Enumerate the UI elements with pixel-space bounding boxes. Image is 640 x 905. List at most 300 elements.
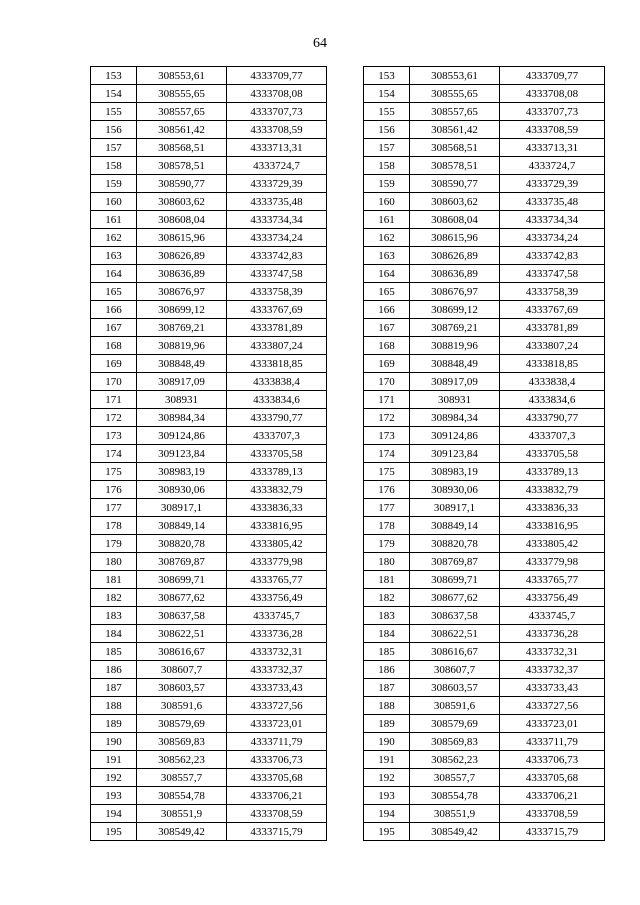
x-coordinate-cell: 308579,69 bbox=[410, 715, 500, 733]
point-number-cell: 158 bbox=[91, 157, 137, 175]
y-coordinate-cell: 4333723,01 bbox=[500, 715, 605, 733]
y-coordinate-cell: 4333707,3 bbox=[227, 427, 327, 445]
point-number-cell: 166 bbox=[91, 301, 137, 319]
point-number-cell: 187 bbox=[91, 679, 137, 697]
point-number-cell: 153 bbox=[364, 67, 410, 85]
point-number-cell: 161 bbox=[91, 211, 137, 229]
table-row bbox=[364, 301, 605, 319]
y-coordinate-cell: 4333727,56 bbox=[227, 697, 327, 715]
x-coordinate-cell: 308699,12 bbox=[137, 301, 227, 319]
table-row bbox=[91, 139, 327, 157]
table-row bbox=[91, 607, 327, 625]
point-number-cell: 167 bbox=[364, 319, 410, 337]
y-coordinate-cell: 4333708,08 bbox=[500, 85, 605, 103]
x-coordinate-cell: 308568,51 bbox=[137, 139, 227, 157]
point-number-cell: 153 bbox=[91, 67, 137, 85]
x-coordinate-cell: 308569,83 bbox=[410, 733, 500, 751]
y-coordinate-cell: 4333742,83 bbox=[500, 247, 605, 265]
table-row bbox=[91, 535, 327, 553]
point-number-cell: 192 bbox=[364, 769, 410, 787]
table-row bbox=[91, 247, 327, 265]
x-coordinate-cell: 308699,71 bbox=[137, 571, 227, 589]
point-number-cell: 154 bbox=[364, 85, 410, 103]
y-coordinate-cell: 4333708,59 bbox=[227, 805, 327, 823]
y-coordinate-cell: 4333765,77 bbox=[500, 571, 605, 589]
y-coordinate-cell: 4333706,21 bbox=[227, 787, 327, 805]
x-coordinate-cell: 308699,71 bbox=[410, 571, 500, 589]
table-row bbox=[364, 67, 605, 85]
table-row bbox=[91, 751, 327, 769]
y-coordinate-cell: 4333836,33 bbox=[227, 499, 327, 517]
x-coordinate-cell: 308849,14 bbox=[410, 517, 500, 535]
y-coordinate-cell: 4333765,77 bbox=[227, 571, 327, 589]
point-number-cell: 164 bbox=[364, 265, 410, 283]
x-coordinate-cell: 308930,06 bbox=[137, 481, 227, 499]
point-number-cell: 163 bbox=[364, 247, 410, 265]
y-coordinate-cell: 4333706,73 bbox=[227, 751, 327, 769]
x-coordinate-cell: 308819,96 bbox=[137, 337, 227, 355]
x-coordinate-cell: 308591,6 bbox=[410, 697, 500, 715]
y-coordinate-cell: 4333734,34 bbox=[227, 211, 327, 229]
x-coordinate-cell: 308562,23 bbox=[410, 751, 500, 769]
y-coordinate-cell: 4333724,7 bbox=[500, 157, 605, 175]
table-row bbox=[91, 787, 327, 805]
x-coordinate-cell: 308616,67 bbox=[137, 643, 227, 661]
x-coordinate-cell: 308551,9 bbox=[410, 805, 500, 823]
x-coordinate-cell: 308554,78 bbox=[137, 787, 227, 805]
x-coordinate-cell: 308555,65 bbox=[410, 85, 500, 103]
x-coordinate-cell: 308917,1 bbox=[137, 499, 227, 517]
x-coordinate-cell: 308677,62 bbox=[410, 589, 500, 607]
x-coordinate-cell: 308551,9 bbox=[137, 805, 227, 823]
point-number-cell: 189 bbox=[91, 715, 137, 733]
table-row bbox=[91, 715, 327, 733]
point-number-cell: 168 bbox=[364, 337, 410, 355]
y-coordinate-cell: 4333711,79 bbox=[500, 733, 605, 751]
y-coordinate-cell: 4333708,59 bbox=[500, 805, 605, 823]
table-row bbox=[91, 517, 327, 535]
table-row bbox=[364, 661, 605, 679]
table-row bbox=[364, 283, 605, 301]
x-coordinate-cell: 308603,62 bbox=[137, 193, 227, 211]
table-row bbox=[364, 103, 605, 121]
x-coordinate-cell: 308591,6 bbox=[137, 697, 227, 715]
x-coordinate-cell: 308636,89 bbox=[137, 265, 227, 283]
table-row bbox=[364, 427, 605, 445]
y-coordinate-cell: 4333708,59 bbox=[227, 121, 327, 139]
point-number-cell: 193 bbox=[91, 787, 137, 805]
y-coordinate-cell: 4333747,58 bbox=[227, 265, 327, 283]
point-number-cell: 178 bbox=[364, 517, 410, 535]
x-coordinate-cell: 308555,65 bbox=[137, 85, 227, 103]
x-coordinate-cell: 308616,67 bbox=[410, 643, 500, 661]
y-coordinate-cell: 4333756,49 bbox=[500, 589, 605, 607]
point-number-cell: 184 bbox=[91, 625, 137, 643]
y-coordinate-cell: 4333732,37 bbox=[227, 661, 327, 679]
point-number-cell: 187 bbox=[364, 679, 410, 697]
y-coordinate-cell: 4333838,4 bbox=[500, 373, 605, 391]
table-row bbox=[91, 625, 327, 643]
table-row bbox=[364, 463, 605, 481]
y-coordinate-cell: 4333723,01 bbox=[227, 715, 327, 733]
y-coordinate-cell: 4333742,83 bbox=[227, 247, 327, 265]
x-coordinate-cell: 308561,42 bbox=[410, 121, 500, 139]
x-coordinate-cell: 308637,58 bbox=[410, 607, 500, 625]
x-coordinate-cell: 308603,57 bbox=[137, 679, 227, 697]
point-number-cell: 191 bbox=[91, 751, 137, 769]
point-number-cell: 165 bbox=[91, 283, 137, 301]
table-row bbox=[91, 589, 327, 607]
table-row bbox=[91, 499, 327, 517]
table-row bbox=[364, 265, 605, 283]
point-number-cell: 172 bbox=[364, 409, 410, 427]
y-coordinate-cell: 4333756,49 bbox=[227, 589, 327, 607]
y-coordinate-cell: 4333758,39 bbox=[227, 283, 327, 301]
table-row bbox=[364, 229, 605, 247]
x-coordinate-cell: 308769,21 bbox=[410, 319, 500, 337]
point-number-cell: 173 bbox=[364, 427, 410, 445]
x-coordinate-cell: 308557,65 bbox=[410, 103, 500, 121]
point-number-cell: 171 bbox=[91, 391, 137, 409]
table-row bbox=[91, 283, 327, 301]
point-number-cell: 177 bbox=[364, 499, 410, 517]
x-coordinate-cell: 308984,34 bbox=[410, 409, 500, 427]
y-coordinate-cell: 4333727,56 bbox=[500, 697, 605, 715]
y-coordinate-cell: 4333729,39 bbox=[227, 175, 327, 193]
x-coordinate-cell: 308699,12 bbox=[410, 301, 500, 319]
point-number-cell: 167 bbox=[91, 319, 137, 337]
y-coordinate-cell: 4333805,42 bbox=[227, 535, 327, 553]
point-number-cell: 164 bbox=[91, 265, 137, 283]
x-coordinate-cell: 308984,34 bbox=[137, 409, 227, 427]
y-coordinate-cell: 4333818,85 bbox=[500, 355, 605, 373]
point-number-cell: 162 bbox=[91, 229, 137, 247]
x-coordinate-cell: 308848,49 bbox=[137, 355, 227, 373]
point-number-cell: 178 bbox=[91, 517, 137, 535]
y-coordinate-cell: 4333818,85 bbox=[227, 355, 327, 373]
table-row bbox=[91, 643, 327, 661]
x-coordinate-cell: 308848,49 bbox=[410, 355, 500, 373]
x-coordinate-cell: 308917,09 bbox=[410, 373, 500, 391]
point-number-cell: 176 bbox=[364, 481, 410, 499]
y-coordinate-cell: 4333711,79 bbox=[227, 733, 327, 751]
point-number-cell: 173 bbox=[91, 427, 137, 445]
table-row bbox=[91, 85, 327, 103]
y-coordinate-cell: 4333779,98 bbox=[227, 553, 327, 571]
x-coordinate-cell: 309124,86 bbox=[410, 427, 500, 445]
table-row bbox=[91, 571, 327, 589]
point-number-cell: 165 bbox=[364, 283, 410, 301]
y-coordinate-cell: 4333733,43 bbox=[500, 679, 605, 697]
y-coordinate-cell: 4333705,58 bbox=[227, 445, 327, 463]
y-coordinate-cell: 4333834,6 bbox=[227, 391, 327, 409]
point-number-cell: 155 bbox=[91, 103, 137, 121]
table-row bbox=[91, 733, 327, 751]
table-row bbox=[364, 373, 605, 391]
table-row bbox=[91, 265, 327, 283]
point-number-cell: 179 bbox=[364, 535, 410, 553]
y-coordinate-cell: 4333735,48 bbox=[227, 193, 327, 211]
y-coordinate-cell: 4333816,95 bbox=[500, 517, 605, 535]
y-coordinate-cell: 4333724,7 bbox=[227, 157, 327, 175]
y-coordinate-cell: 4333734,34 bbox=[500, 211, 605, 229]
table-row bbox=[91, 229, 327, 247]
y-coordinate-cell: 4333779,98 bbox=[500, 553, 605, 571]
x-coordinate-cell: 308608,04 bbox=[410, 211, 500, 229]
table-row bbox=[364, 625, 605, 643]
point-number-cell: 189 bbox=[364, 715, 410, 733]
point-number-cell: 190 bbox=[91, 733, 137, 751]
x-coordinate-cell: 308626,89 bbox=[137, 247, 227, 265]
table-row bbox=[364, 643, 605, 661]
point-number-cell: 194 bbox=[91, 805, 137, 823]
point-number-cell: 186 bbox=[364, 661, 410, 679]
y-coordinate-cell: 4333707,3 bbox=[500, 427, 605, 445]
point-number-cell: 188 bbox=[364, 697, 410, 715]
coordinates-table-left bbox=[90, 66, 327, 841]
point-number-cell: 190 bbox=[364, 733, 410, 751]
table-row bbox=[91, 121, 327, 139]
x-coordinate-cell: 308636,89 bbox=[410, 265, 500, 283]
coordinates-table-right bbox=[363, 66, 605, 841]
x-coordinate-cell: 308769,21 bbox=[137, 319, 227, 337]
point-number-cell: 188 bbox=[91, 697, 137, 715]
y-coordinate-cell: 4333758,39 bbox=[500, 283, 605, 301]
y-coordinate-cell: 4333709,77 bbox=[227, 67, 327, 85]
table-row bbox=[91, 769, 327, 787]
point-number-cell: 182 bbox=[364, 589, 410, 607]
table-row bbox=[364, 571, 605, 589]
point-number-cell: 155 bbox=[364, 103, 410, 121]
x-coordinate-cell: 308557,65 bbox=[137, 103, 227, 121]
x-coordinate-cell: 308579,69 bbox=[137, 715, 227, 733]
table-row bbox=[364, 409, 605, 427]
table-row bbox=[91, 355, 327, 373]
point-number-cell: 171 bbox=[364, 391, 410, 409]
point-number-cell: 160 bbox=[91, 193, 137, 211]
point-number-cell: 181 bbox=[364, 571, 410, 589]
y-coordinate-cell: 4333706,73 bbox=[500, 751, 605, 769]
x-coordinate-cell: 308607,7 bbox=[137, 661, 227, 679]
y-coordinate-cell: 4333736,28 bbox=[500, 625, 605, 643]
y-coordinate-cell: 4333708,59 bbox=[500, 121, 605, 139]
x-coordinate-cell: 308603,57 bbox=[410, 679, 500, 697]
point-number-cell: 174 bbox=[91, 445, 137, 463]
x-coordinate-cell: 308553,61 bbox=[410, 67, 500, 85]
table-row bbox=[364, 733, 605, 751]
table-row bbox=[364, 391, 605, 409]
point-number-cell: 177 bbox=[91, 499, 137, 517]
table-row bbox=[364, 247, 605, 265]
x-coordinate-cell: 308820,78 bbox=[137, 535, 227, 553]
table-row bbox=[364, 805, 605, 823]
x-coordinate-cell: 308554,78 bbox=[410, 787, 500, 805]
point-number-cell: 166 bbox=[364, 301, 410, 319]
y-coordinate-cell: 4333832,79 bbox=[500, 481, 605, 499]
y-coordinate-cell: 4333706,21 bbox=[500, 787, 605, 805]
y-coordinate-cell: 4333767,69 bbox=[500, 301, 605, 319]
x-coordinate-cell: 308917,1 bbox=[410, 499, 500, 517]
y-coordinate-cell: 4333734,24 bbox=[227, 229, 327, 247]
x-coordinate-cell: 308578,51 bbox=[410, 157, 500, 175]
y-coordinate-cell: 4333789,13 bbox=[500, 463, 605, 481]
y-coordinate-cell: 4333705,68 bbox=[500, 769, 605, 787]
point-number-cell: 180 bbox=[91, 553, 137, 571]
x-coordinate-cell: 308607,7 bbox=[410, 661, 500, 679]
table-row bbox=[364, 751, 605, 769]
x-coordinate-cell: 308676,97 bbox=[137, 283, 227, 301]
table-row bbox=[91, 445, 327, 463]
table-row bbox=[364, 319, 605, 337]
point-number-cell: 180 bbox=[364, 553, 410, 571]
point-number-cell: 192 bbox=[91, 769, 137, 787]
table-row bbox=[91, 157, 327, 175]
table-row bbox=[364, 517, 605, 535]
y-coordinate-cell: 4333735,48 bbox=[500, 193, 605, 211]
table-row bbox=[364, 535, 605, 553]
x-coordinate-cell: 308820,78 bbox=[410, 535, 500, 553]
table-row bbox=[364, 679, 605, 697]
table-row bbox=[364, 499, 605, 517]
y-coordinate-cell: 4333747,58 bbox=[500, 265, 605, 283]
x-coordinate-cell: 308622,51 bbox=[137, 625, 227, 643]
table-row bbox=[364, 139, 605, 157]
y-coordinate-cell: 4333732,37 bbox=[500, 661, 605, 679]
table-row bbox=[364, 157, 605, 175]
table-row bbox=[364, 211, 605, 229]
x-coordinate-cell: 308931 bbox=[137, 391, 227, 409]
point-number-cell: 168 bbox=[91, 337, 137, 355]
y-coordinate-cell: 4333708,08 bbox=[227, 85, 327, 103]
point-number-cell: 186 bbox=[91, 661, 137, 679]
table-row bbox=[364, 85, 605, 103]
table-row bbox=[91, 193, 327, 211]
table-row bbox=[91, 103, 327, 121]
y-coordinate-cell: 4333832,79 bbox=[227, 481, 327, 499]
point-number-cell: 179 bbox=[91, 535, 137, 553]
point-number-cell: 170 bbox=[91, 373, 137, 391]
x-coordinate-cell: 308590,77 bbox=[410, 175, 500, 193]
x-coordinate-cell: 308622,51 bbox=[410, 625, 500, 643]
x-coordinate-cell: 308568,51 bbox=[410, 139, 500, 157]
point-number-cell: 172 bbox=[91, 409, 137, 427]
x-coordinate-cell: 308983,19 bbox=[410, 463, 500, 481]
table-row bbox=[91, 391, 327, 409]
point-number-cell: 156 bbox=[364, 121, 410, 139]
point-number-cell: 154 bbox=[91, 85, 137, 103]
table-row bbox=[91, 337, 327, 355]
table-row bbox=[364, 715, 605, 733]
table-row bbox=[364, 121, 605, 139]
point-number-cell: 157 bbox=[364, 139, 410, 157]
point-number-cell: 158 bbox=[364, 157, 410, 175]
point-number-cell: 169 bbox=[91, 355, 137, 373]
table-row bbox=[91, 823, 327, 841]
table-row bbox=[364, 697, 605, 715]
x-coordinate-cell: 308677,62 bbox=[137, 589, 227, 607]
y-coordinate-cell: 4333781,89 bbox=[227, 319, 327, 337]
x-coordinate-cell: 308578,51 bbox=[137, 157, 227, 175]
x-coordinate-cell: 308553,61 bbox=[137, 67, 227, 85]
table-row bbox=[364, 193, 605, 211]
y-coordinate-cell: 4333732,31 bbox=[500, 643, 605, 661]
point-number-cell: 185 bbox=[91, 643, 137, 661]
y-coordinate-cell: 4333734,24 bbox=[500, 229, 605, 247]
point-number-cell: 185 bbox=[364, 643, 410, 661]
y-coordinate-cell: 4333807,24 bbox=[227, 337, 327, 355]
table-row bbox=[91, 679, 327, 697]
point-number-cell: 181 bbox=[91, 571, 137, 589]
table-row bbox=[91, 553, 327, 571]
table-row bbox=[91, 373, 327, 391]
x-coordinate-cell: 308983,19 bbox=[137, 463, 227, 481]
x-coordinate-cell: 309123,84 bbox=[410, 445, 500, 463]
table-row bbox=[364, 481, 605, 499]
table-row bbox=[91, 661, 327, 679]
table-row bbox=[364, 823, 605, 841]
y-coordinate-cell: 4333715,79 bbox=[500, 823, 605, 841]
x-coordinate-cell: 308917,09 bbox=[137, 373, 227, 391]
table-row bbox=[91, 409, 327, 427]
x-coordinate-cell: 308931 bbox=[410, 391, 500, 409]
table-row bbox=[91, 319, 327, 337]
point-number-cell: 183 bbox=[91, 607, 137, 625]
point-number-cell: 175 bbox=[91, 463, 137, 481]
y-coordinate-cell: 4333767,69 bbox=[227, 301, 327, 319]
table-row bbox=[364, 553, 605, 571]
x-coordinate-cell: 308819,96 bbox=[410, 337, 500, 355]
x-coordinate-cell: 308562,23 bbox=[137, 751, 227, 769]
y-coordinate-cell: 4333790,77 bbox=[500, 409, 605, 427]
point-number-cell: 163 bbox=[91, 247, 137, 265]
y-coordinate-cell: 4333707,73 bbox=[500, 103, 605, 121]
x-coordinate-cell: 308590,77 bbox=[137, 175, 227, 193]
point-number-cell: 195 bbox=[364, 823, 410, 841]
point-number-cell: 194 bbox=[364, 805, 410, 823]
table-row bbox=[91, 805, 327, 823]
x-coordinate-cell: 308569,83 bbox=[137, 733, 227, 751]
y-coordinate-cell: 4333705,68 bbox=[227, 769, 327, 787]
x-coordinate-cell: 308769,87 bbox=[410, 553, 500, 571]
table-row bbox=[364, 769, 605, 787]
y-coordinate-cell: 4333707,73 bbox=[227, 103, 327, 121]
x-coordinate-cell: 309123,84 bbox=[137, 445, 227, 463]
table-row bbox=[91, 175, 327, 193]
y-coordinate-cell: 4333729,39 bbox=[500, 175, 605, 193]
table-row bbox=[364, 175, 605, 193]
point-number-cell: 176 bbox=[91, 481, 137, 499]
x-coordinate-cell: 308603,62 bbox=[410, 193, 500, 211]
x-coordinate-cell: 308615,96 bbox=[137, 229, 227, 247]
y-coordinate-cell: 4333715,79 bbox=[227, 823, 327, 841]
y-coordinate-cell: 4333745,7 bbox=[500, 607, 605, 625]
table-row bbox=[91, 463, 327, 481]
y-coordinate-cell: 4333781,89 bbox=[500, 319, 605, 337]
point-number-cell: 162 bbox=[364, 229, 410, 247]
y-coordinate-cell: 4333732,31 bbox=[227, 643, 327, 661]
x-coordinate-cell: 308549,42 bbox=[137, 823, 227, 841]
x-coordinate-cell: 308637,58 bbox=[137, 607, 227, 625]
table-row bbox=[91, 697, 327, 715]
point-number-cell: 159 bbox=[91, 175, 137, 193]
y-coordinate-cell: 4333713,31 bbox=[500, 139, 605, 157]
x-coordinate-cell: 308615,96 bbox=[410, 229, 500, 247]
x-coordinate-cell: 309124,86 bbox=[137, 427, 227, 445]
y-coordinate-cell: 4333745,7 bbox=[227, 607, 327, 625]
x-coordinate-cell: 308608,04 bbox=[137, 211, 227, 229]
point-number-cell: 156 bbox=[91, 121, 137, 139]
table-row bbox=[91, 427, 327, 445]
